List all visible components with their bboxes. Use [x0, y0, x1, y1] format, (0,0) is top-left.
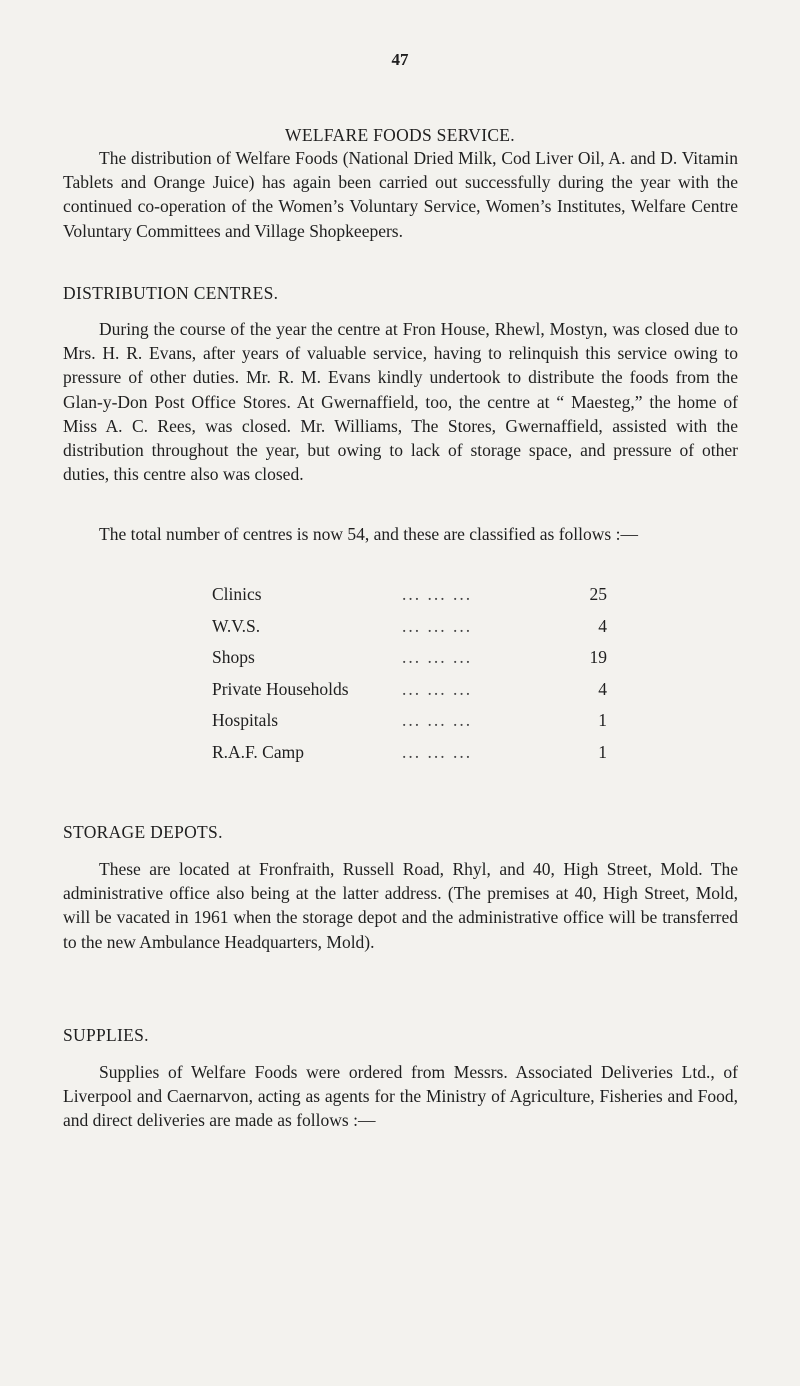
centres-table: [212, 584, 607, 774]
distribution-text: During the course of the year the centre at Fron House, Rhewl, Mostyn, was closed due to Mrs. H. R. Evans, after years of valuable service, having to relinquish this service owing to pressure of other duties. Mr. R. M. Evans kindly undertook to distribute the foods from the Glan-y-Don Post Office Stores. At Gwernaffield, too, the centre at “ Maesteg,” the home of Miss A. C. Rees, was closed. Mr. Williams, The Stores, Gwernaffield, assisted with the distribution throughout the year, but owing to lack of storage space, and pressure of other duties, this centre also was closed.: [63, 319, 738, 485]
row-label: Shops: [212, 647, 255, 668]
intro-text: The distribution of Welfare Foods (National Dried Milk, Cod Liver Oil, A. and D. Vitamin Tablets and Orange Juice) has again been carried out successfully during the year with the continued co-operation of the Women’s Voluntary Service, Women’s Institutes, Welfare Centre Voluntary Committees and Village Shopkeepers.: [63, 148, 738, 241]
row-label: R.A.F. Camp: [212, 741, 304, 762]
total-centres-text: The total number of centres is now 54, and these are classified as follows :—: [99, 524, 638, 544]
row-label: Private Households: [212, 678, 349, 699]
storage-heading: STORAGE DEPOTS.: [63, 822, 223, 842]
intro-paragraph: [63, 146, 738, 243]
total-centres-paragraph: [63, 522, 738, 546]
row-value: 25: [589, 584, 607, 604]
row-label: Hospitals: [212, 710, 279, 731]
row-dots: ... ... ...: [402, 710, 473, 731]
row-value: 4: [598, 615, 607, 636]
row-value: 1: [598, 741, 607, 762]
storage-paragraph: [63, 857, 738, 954]
row-value: 4: [598, 678, 607, 699]
table-row: [212, 710, 607, 742]
supplies-text: Supplies of Welfare Foods were ordered from Messrs. Associated Deliveries Ltd., of Liverpool and Caernarvon, acting as agents for the Ministry of Agriculture, Fisheries and Food, and direct deliveries are made as follows :—: [63, 1062, 738, 1131]
page-title: WELFARE FOODS SERVICE.: [285, 125, 515, 145]
row-dots: ... ... ...: [402, 647, 473, 668]
row-dots: ... ... ...: [402, 741, 473, 762]
table-row: [212, 616, 607, 648]
row-dots: ... ... ...: [402, 615, 473, 636]
distribution-paragraph: [63, 317, 738, 486]
table-row: [212, 679, 607, 711]
row-label: Clinics: [212, 584, 262, 604]
row-dots: ... ... ...: [402, 584, 473, 604]
distribution-heading: DISTRIBUTION CENTRES.: [63, 283, 279, 303]
table-row: [212, 742, 607, 774]
supplies-paragraph: [63, 1060, 738, 1133]
row-value: 1: [598, 710, 607, 731]
storage-text: These are located at Fronfraith, Russell Road, Rhyl, and 40, High Street, Mold. The administrative office also being at the latter address. (The premises at 40, High Street, Mold, will be vacated in 1961 when the storage depot and the administrative office will be transferred to the new Ambulance Headquarters, Mold).: [63, 859, 738, 952]
supplies-heading: SUPPLIES.: [63, 1025, 149, 1045]
table-row: [212, 584, 607, 616]
page-number: 47: [391, 50, 409, 69]
row-value: 19: [589, 647, 607, 668]
table-row: [212, 647, 607, 679]
row-label: W.V.S.: [212, 615, 261, 636]
row-dots: ... ... ...: [402, 678, 473, 699]
